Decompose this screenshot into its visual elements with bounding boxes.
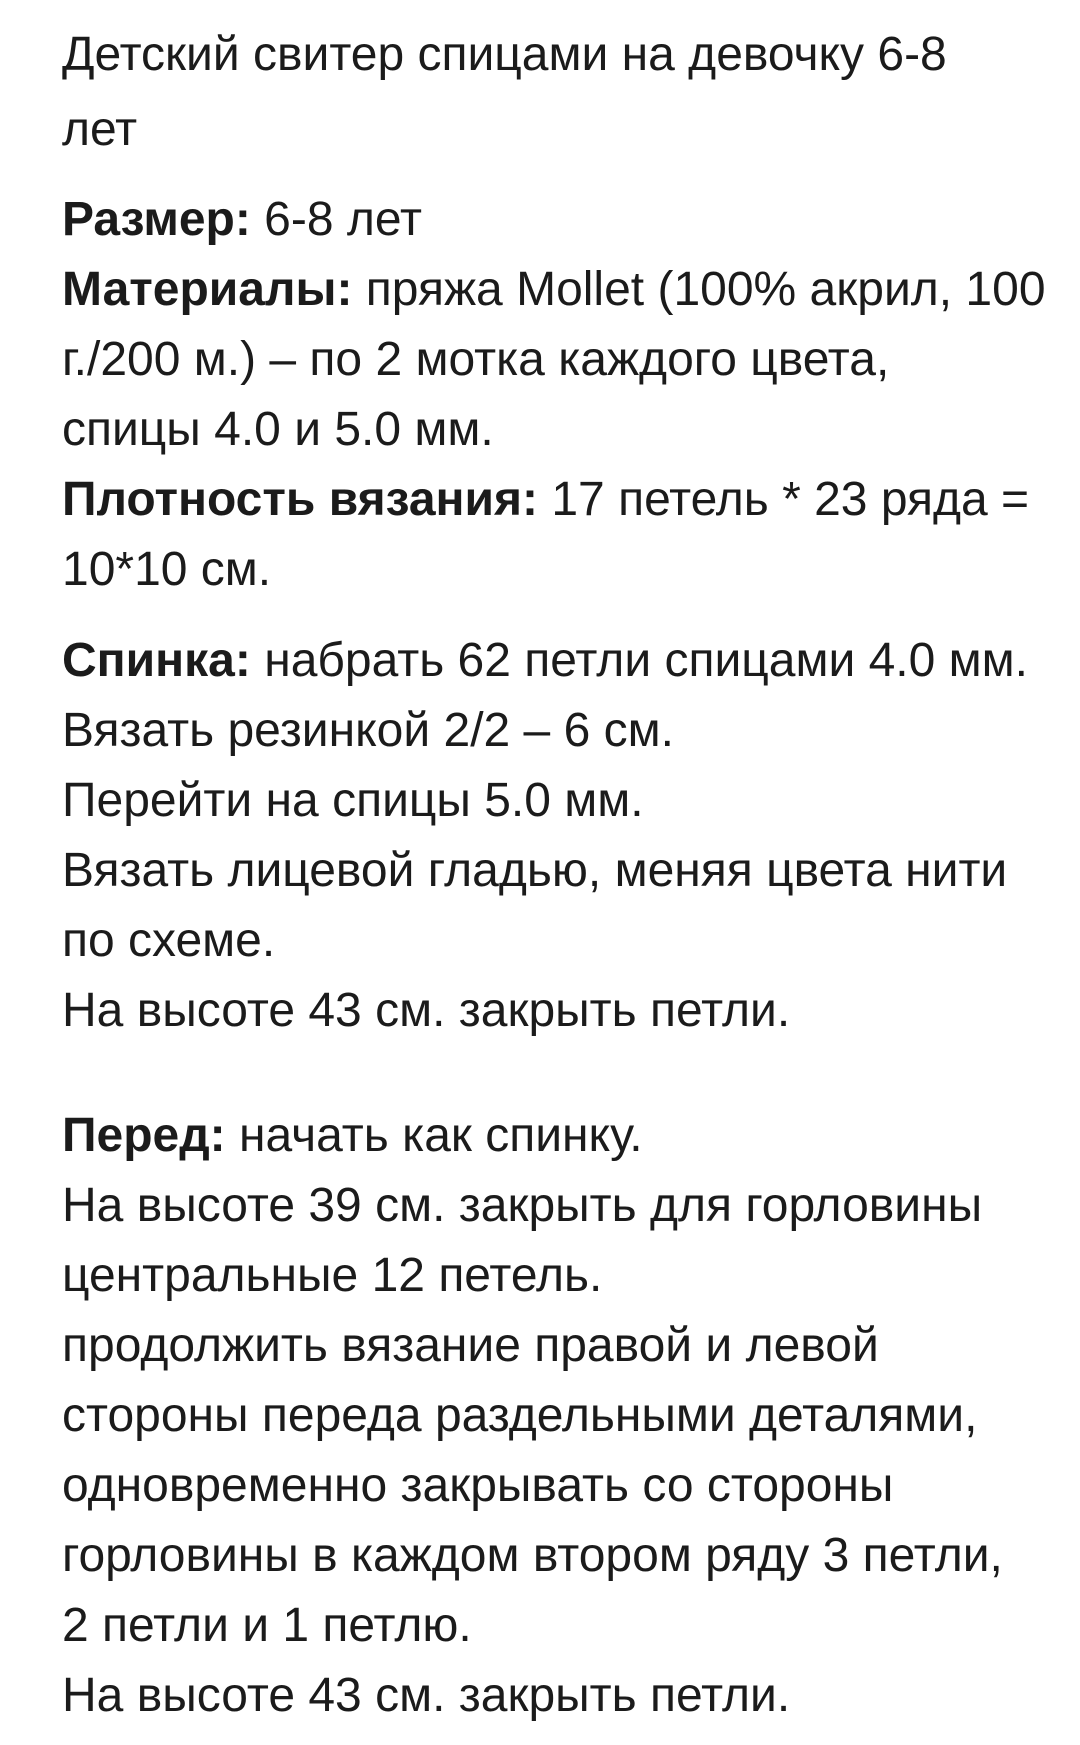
text-line bbox=[62, 976, 1080, 1046]
text-segment: спицы 4.0 и 5.0 мм. bbox=[62, 403, 494, 456]
title-line-2: лет bbox=[62, 103, 138, 156]
text-segment: центральные 12 петель. bbox=[62, 1249, 603, 1302]
section-label: Плотность вязания: bbox=[62, 473, 539, 526]
title-line-1: Детский свитер спицами на девочку 6-8 bbox=[62, 28, 947, 81]
text-segment: Вязать лицевой гладью, меняя цвета нити bbox=[62, 844, 1008, 897]
text-segment: по схеме. bbox=[62, 914, 276, 967]
text-segment: пряжа Mollet (100% акрил, 100 bbox=[352, 263, 1046, 316]
text-segment: 2 петли и 1 петлю. bbox=[62, 1599, 472, 1652]
section-label: Спинка: bbox=[62, 634, 251, 687]
article-body bbox=[62, 185, 1080, 1731]
text-line bbox=[62, 325, 1080, 395]
text-segment: одновременно закрывать со стороны bbox=[62, 1459, 894, 1512]
text-segment: 17 петель * 23 ряда = bbox=[538, 473, 1030, 526]
text-segment: Перейти на спицы 5.0 мм. bbox=[62, 774, 644, 827]
text-line bbox=[62, 696, 1080, 766]
text-line bbox=[62, 1661, 1080, 1731]
text-line bbox=[62, 766, 1080, 836]
text-segment: На высоте 43 см. закрыть петли. bbox=[62, 1669, 791, 1722]
text-line bbox=[62, 1241, 1080, 1311]
section-label: Перед: bbox=[62, 1109, 226, 1162]
text-segment: Вязать резинкой 2/2 – 6 см. bbox=[62, 704, 674, 757]
section-label: Размер: bbox=[62, 193, 251, 246]
text-segment: стороны переда раздельными деталями, bbox=[62, 1389, 978, 1442]
text-segment: набрать 62 петли спицами 4.0 мм. bbox=[250, 634, 1028, 687]
paragraph-front bbox=[62, 1101, 1080, 1731]
text-segment: На высоте 39 см. закрыть для горловины bbox=[62, 1179, 983, 1232]
text-line bbox=[62, 1381, 1080, 1451]
page-title bbox=[62, 17, 1080, 167]
text-segment: начать как спинку. bbox=[225, 1109, 643, 1162]
paragraph-back bbox=[62, 626, 1080, 1046]
text-segment: 6-8 лет bbox=[250, 193, 422, 246]
text-line bbox=[62, 836, 1080, 906]
text-line bbox=[62, 626, 1080, 696]
text-line bbox=[62, 906, 1080, 976]
text-line bbox=[62, 255, 1080, 325]
text-line bbox=[62, 1101, 1080, 1171]
text-line bbox=[62, 465, 1080, 535]
section-label: Материалы: bbox=[62, 263, 353, 316]
text-line bbox=[62, 1521, 1080, 1591]
text-segment: 10*10 см. bbox=[62, 543, 272, 596]
text-segment: На высоте 43 см. закрыть петли. bbox=[62, 984, 791, 1037]
text-segment: продолжить вязание правой и левой bbox=[62, 1319, 879, 1372]
text-line bbox=[62, 535, 1080, 605]
text-line bbox=[62, 1311, 1080, 1381]
text-line bbox=[62, 185, 1080, 255]
text-line bbox=[62, 1451, 1080, 1521]
text-segment: горловины в каждом втором ряду 3 петли, bbox=[62, 1529, 1003, 1582]
text-segment: г./200 м.) – по 2 мотка каждого цвета, bbox=[62, 333, 890, 386]
paragraph-materials bbox=[62, 185, 1080, 605]
text-line bbox=[62, 1171, 1080, 1241]
text-line bbox=[62, 1591, 1080, 1661]
text-line bbox=[62, 395, 1080, 465]
